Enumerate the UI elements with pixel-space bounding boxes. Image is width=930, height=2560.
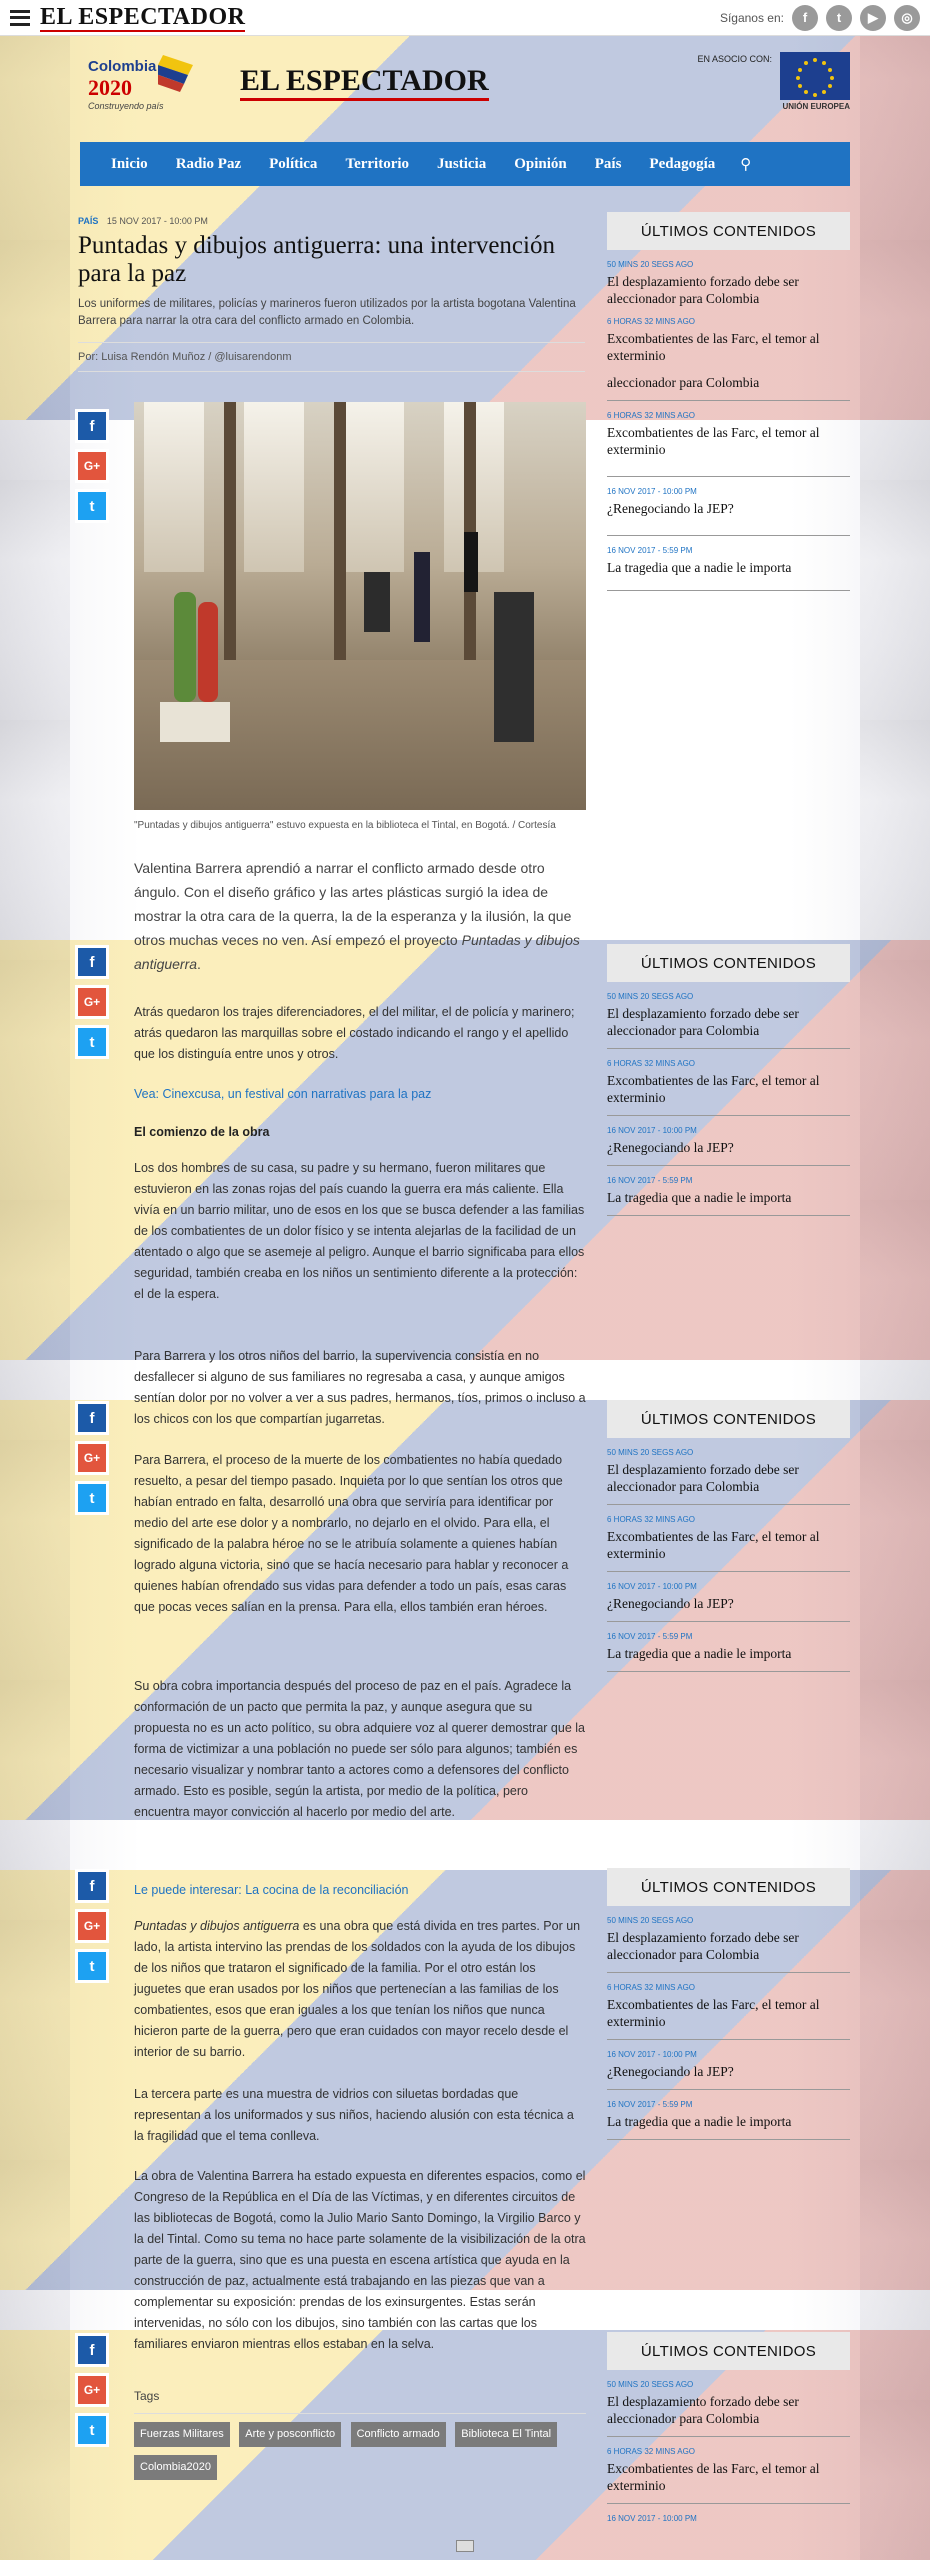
- share-facebook-icon[interactable]: f: [78, 1404, 106, 1432]
- share-facebook-icon[interactable]: f: [78, 2336, 106, 2364]
- sidebar-item[interactable]: 6 HORAS 32 MINS AGO Excombatientes de las Farc, el temor al exterminio: [607, 1505, 850, 1572]
- tag-fuerzas-militares[interactable]: Fuerzas Militares: [134, 2422, 230, 2447]
- colombia-flag-icon: [158, 50, 198, 100]
- sidebar-item[interactable]: 50 MINS 20 SEGS AGO El desplazamiento forzado debe ser aleccionador para Colombia: [607, 1906, 850, 1973]
- share-facebook-icon[interactable]: f: [78, 1872, 106, 1900]
- eu-flag-icon: [780, 52, 850, 100]
- nav-inicio[interactable]: Inicio: [111, 155, 148, 172]
- article-meta: [78, 216, 585, 226]
- share-bar: [78, 2336, 110, 2456]
- sidebar-item[interactable]: 6 HORAS 32 MINS AGO Excombatientes de las Farc, el temor al exterminio: [607, 1049, 850, 1116]
- share-twitter-icon[interactable]: t: [78, 492, 106, 520]
- article-photo: [134, 402, 586, 810]
- share-twitter-icon[interactable]: t: [78, 1952, 106, 1980]
- sidebar-item[interactable]: 6 HORAS 32 MINS AGO Excombatientes de las Farc, el temor al exterminio: [607, 401, 850, 477]
- share-twitter-icon[interactable]: t: [78, 2416, 106, 2444]
- article-title: Puntadas y dibujos antiguerra: una intervención para la paz: [78, 232, 555, 287]
- share-facebook-icon[interactable]: f: [78, 412, 106, 440]
- tag-arte-posconflicto[interactable]: Arte y posconflicto: [239, 2422, 341, 2447]
- nav-pedagogia[interactable]: Pedagogía: [649, 155, 716, 172]
- nav-territorio[interactable]: Territorio: [345, 155, 410, 172]
- sidebar-item[interactable]: 16 NOV 2017 - 10:00 PM: [607, 2514, 697, 2523]
- sidebar-item[interactable]: 6 HORAS 32 MINS AGO Excombatientes de las Farc, el temor al exterminio: [607, 2437, 850, 2504]
- article: [78, 216, 586, 2473]
- article-byline: Por: Luisa Rendón Muñoz / @luisarendonm: [78, 342, 585, 372]
- tag-colombia2020[interactable]: Colombia2020: [134, 2455, 217, 2480]
- colombia2020-logo[interactable]: [88, 44, 216, 130]
- sidebar-item[interactable]: 50 MINS 20 SEGS AGO El desplazamiento forzado debe ser aleccionador para Colombia: [607, 982, 850, 1049]
- share-google-icon[interactable]: G+: [78, 1444, 106, 1472]
- latest-sidebar: [607, 2332, 850, 2532]
- latest-sidebar: [607, 1400, 850, 1672]
- sidebar-item[interactable]: 50 MINS 20 SEGS AGO El desplazamiento forzado debe ser aleccionador para Colombia: [607, 2370, 850, 2437]
- partner-label: EN ASOCIO CON:: [697, 54, 772, 64]
- paragraph-1: Atrás quedaron los trajes diferenciadores, el del militar, el de policía y marinero; atrás quedaron las marquillas sobre el costado indicando el rango y el apellido que los distinguía entre unos y otros.: [134, 1005, 575, 1061]
- article-date: 15 NOV 2017 - 10:00 PM: [106, 216, 208, 226]
- sidebar-item[interactable]: 16 NOV 2017 - 10:00 PM ¿Renegociando la JEP?: [607, 1116, 850, 1166]
- share-twitter-icon[interactable]: t: [78, 1484, 106, 1512]
- top-bar: [0, 0, 930, 36]
- paragraph-7: La tercera parte es una muestra de vidrios con siluetas bordadas que representan a los uniformados y sus niños, haciendo alusión con esta técnica a la fragilidad que el tema conlleva.: [134, 2087, 574, 2143]
- share-google-icon[interactable]: G+: [78, 1912, 106, 1940]
- nav-opinion[interactable]: Opinión: [514, 155, 567, 172]
- sidebar-item[interactable]: 16 NOV 2017 - 10:00 PM ¿Renegociando la JEP?: [607, 2040, 850, 2090]
- article-lead: Los uniformes de militares, policías y marineros fueron utilizados por la artista bogotana Valentina Barrera para narrar la otra cara del conflicto armado en Colombia.: [78, 298, 576, 327]
- facebook-icon[interactable]: f: [792, 5, 818, 31]
- tag-conflicto-armado[interactable]: Conflicto armado: [351, 2422, 446, 2447]
- site-logo-small[interactable]: EL ESPECTADOR: [40, 3, 246, 30]
- nav-politica[interactable]: Política: [269, 155, 318, 172]
- youtube-icon[interactable]: ▶: [860, 5, 886, 31]
- sidebar-item[interactable]: 16 NOV 2017 - 5:59 PM La tragedia que a nadie le importa: [607, 1622, 850, 1672]
- nav-radio-paz[interactable]: Radio Paz: [175, 155, 242, 172]
- tags-section: [134, 2386, 586, 2414]
- nav-justicia[interactable]: Justicia: [437, 155, 487, 172]
- paragraph-6: Puntadas y dibujos antiguerra es una obra que está divida en tres partes. Por un lado, la artista intervino las prendas de los soldados con la ayuda de los dibujos de los niños que trataron el significado de la familia. Por el otro están los juguetes que eran usados por los niños que pertenecían a las familias de los combatientes, esos que eran iguales a los que tenían los niños que nunca hicieron parte de la guerra, pero que eran cuidados con mayor recelo desde el interior de su barrio.: [134, 1919, 581, 2059]
- partner-block: [697, 52, 850, 100]
- sidebar-heading: ÚLTIMOS CONTENIDOS: [607, 944, 850, 982]
- partner-name: UNIÓN EUROPEA: [782, 102, 850, 111]
- share-bar: [78, 1872, 110, 1992]
- instagram-icon[interactable]: ◎: [894, 5, 920, 31]
- sidebar-heading: ÚLTIMOS CONTENIDOS: [607, 212, 850, 250]
- site-logo[interactable]: EL ESPECTADOR: [240, 64, 489, 101]
- search-icon[interactable]: ⚲: [740, 156, 752, 173]
- sidebar-heading: ÚLTIMOS CONTENIDOS: [607, 1868, 850, 1906]
- share-bar: [78, 948, 110, 1068]
- sidebar-item[interactable]: 6 HORAS 32 MINS AGO Excombatientes de las Farc, el temor al exterminio: [607, 317, 820, 363]
- twitter-icon[interactable]: t: [826, 5, 852, 31]
- related-link-cocina[interactable]: Le puede interesar: La cocina de la reconciliación: [134, 1883, 409, 1897]
- nav-pais[interactable]: País: [594, 155, 622, 172]
- paragraph-2: Los dos hombres de su casa, su padre y su hermano, fueron militares que estuvieron en las zonas rojas del país cuando la guerra era más caliente. Ella vivía en un barrio militar, uno de esos en los que se busca defender a las familias de los combatientes de un dolor físico y se intenta alejarlas de la facilidad de un atentado o algo que se asemeje al peligro. Aunque el barrio significaba para ellos seguridad, también creaba en los niños un sentimiento diferente a la protección: el de la espera.: [134, 1161, 585, 1301]
- share-bar: [78, 412, 110, 532]
- article-section[interactable]: PAÍS: [78, 216, 99, 226]
- logo-year: 2020: [88, 75, 132, 100]
- paragraph-5: Su obra cobra importancia después del proceso de paz en el país. Agradece la conformación de un pacto que permita la paz, y aunque asegura que su propuesta no es un acto político, su obra adquiere voz al querer demostrar que la forma de victimizar a una población no puede ser sólo para algunos; también es necesario visualizar y nombrar tanto a actores como a defensores del conflicto armado. Esto es posible, según la artista, por medio de la política, pero encuentra mayor convicción al hacerlo por medio del arte.: [134, 1679, 585, 1819]
- social-follow: [720, 5, 920, 31]
- paragraph-8: La obra de Valentina Barrera ha estado expuesta en diferentes espacios, como el Congreso de la República en el Día de las Víctimas, y en diferentes circuitos de las bibliotecas de Bogotá, como la Julio Mario Santo Domingo, la Virgilio Barco y la del Tintal. Como su tema no hace parte solamente de la visibilización de la otra parte de la guerra, sino que es una puesta en escena artística que ayuda en la construcción de paz, actualmente está trabajando en las piezas que van a complementar su exposición: prendas de los exinsurgentes. Estas serán intervenidas, no sólo con los dibujos, sino también con las cartas que los familiares enviaron mientras ellos estaban en la selva.: [134, 2169, 586, 2351]
- sidebar-item[interactable]: 16 NOV 2017 - 10:00 PM ¿Renegociando la JEP?: [607, 477, 850, 536]
- follow-label: Síganos en:: [719, 10, 784, 25]
- sidebar-item[interactable]: 50 MINS 20 SEGS AGO El desplazamiento forzado debe ser aleccionador para Colombia: [607, 260, 799, 306]
- sidebar-item[interactable]: 50 MINS 20 SEGS AGO El desplazamiento forzado debe ser aleccionador para Colombia: [607, 1438, 850, 1505]
- sidebar-item[interactable]: 6 HORAS 32 MINS AGO Excombatientes de las Farc, el temor al exterminio: [607, 1973, 850, 2040]
- tags-title: Tags: [134, 2389, 160, 2403]
- hamburger-menu-icon[interactable]: [10, 10, 30, 26]
- sidebar-item[interactable]: 16 NOV 2017 - 5:59 PM La tragedia que a nadie le importa: [607, 536, 850, 591]
- share-twitter-icon[interactable]: t: [78, 1028, 106, 1056]
- photo-caption: "Puntadas y dibujos antiguerra" estuvo expuesta en la biblioteca el Tintal, en Bogotá. / Cortesía: [134, 820, 556, 831]
- latest-sidebar: [607, 944, 850, 1216]
- related-link-cinexcusa[interactable]: Vea: Cinexcusa, un festival con narrativas para la paz: [134, 1087, 432, 1101]
- site-header: [0, 36, 930, 136]
- paragraph-4: Para Barrera, el proceso de la muerte de los combatientes no había quedado resuelto, a pesar del tiempo pasado. Inquieta por lo que sentían los otros que habían entrado en falta, desarrolló una obra que serviría para identificar por medio del arte ese dolor y a nombrarlo, no dejarlo en el olvido. Para ella, el significado de la palabra héroe no se le atribuía solamente a quienes habían logrado alguna victoria, sino que se hacía necesario para hablar y reconocer a quienes habían ofrendado sus vidas para defender a todo un país, esas caras que pocas veces salían en la prensa. Para ella, ellos también eran héroes.: [134, 1453, 569, 1614]
- sidebar-item[interactable]: 16 NOV 2017 - 5:59 PM La tragedia que a nadie le importa: [607, 1166, 850, 1216]
- sidebar-heading: ÚLTIMOS CONTENIDOS: [607, 2332, 850, 2370]
- paragraph-3: Para Barrera y los otros niños del barrio, la supervivencia consistía en no desfallecer si alguno de sus familiares no regresaba a casa, y aunque amigos sentían dolor por no volver a ver a sus padres, hermanos, tíos, primos o incluso a los chicos con los que compartían jugarretas.: [134, 1349, 586, 1426]
- subhead-comienzo: El comienzo de la obra: [134, 1125, 270, 1139]
- article-intro: Valentina Barrera aprendió a narrar el conflicto armado desde otro ángulo. Con el diseño gráfico y las artes plásticas surgió la idea de mostrar la otra cara de la querra, la de la esperanza y la ilusión, la que otros muchas veces no ven. Así empezó el proyecto Puntadas y dibujos antiguerra.: [134, 860, 580, 972]
- sidebar-item[interactable]: 16 NOV 2017 - 5:59 PM La tragedia que a nadie le importa: [607, 2090, 850, 2140]
- main-nav: [80, 142, 850, 186]
- sidebar-item[interactable]: 16 NOV 2017 - 10:00 PM ¿Renegociando la JEP?: [607, 1572, 850, 1622]
- share-google-icon[interactable]: G+: [78, 2376, 106, 2404]
- share-google-icon[interactable]: G+: [78, 452, 106, 480]
- share-facebook-icon[interactable]: f: [78, 948, 106, 976]
- sidebar-heading: ÚLTIMOS CONTENIDOS: [607, 1400, 850, 1438]
- sidebar-item[interactable]: aleccionador para Colombia: [607, 364, 850, 401]
- tags-list: [134, 2422, 586, 2488]
- tag-biblioteca-tintal[interactable]: Biblioteca El Tintal: [455, 2422, 557, 2447]
- latest-sidebar: [607, 1868, 850, 2140]
- logo-word: Colombia: [88, 58, 157, 75]
- latest-sidebar: [607, 212, 850, 591]
- logo-subtitle: Construyendo país: [88, 101, 164, 111]
- share-bar: [78, 1404, 110, 1524]
- share-google-icon[interactable]: G+: [78, 988, 106, 1016]
- ad-icon[interactable]: [456, 2540, 474, 2552]
